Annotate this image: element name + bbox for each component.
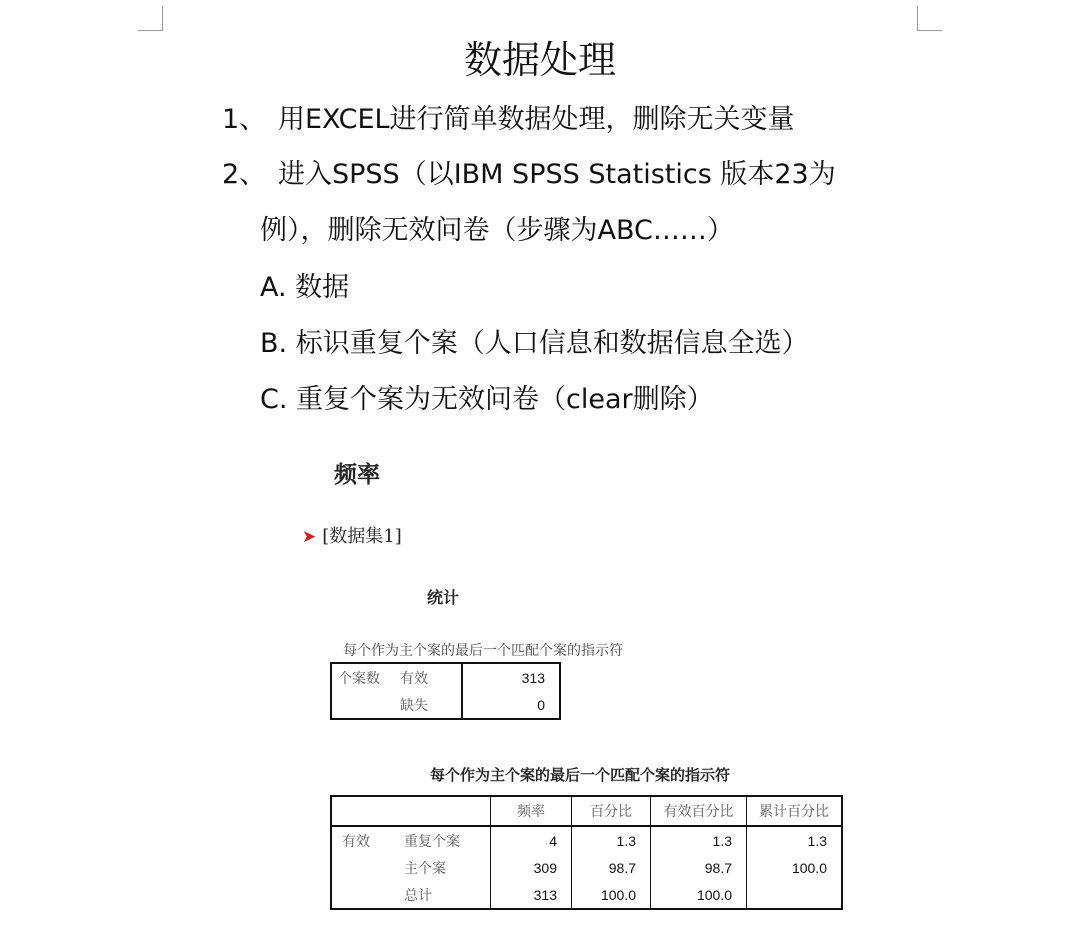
cell-valid-percent: 98.7 xyxy=(651,854,747,881)
output-heading: 频率 xyxy=(334,461,380,488)
cell-valid-percent: 1.3 xyxy=(651,826,747,854)
step-2 xyxy=(222,155,836,195)
step-1-number: 1、 xyxy=(222,104,267,135)
frequency-table xyxy=(330,795,843,910)
header-cumulative-percent: 累计百分比 xyxy=(747,796,843,826)
substep-c: C. 重复个案为无效问卷（clear删除） xyxy=(260,384,714,415)
cell-frequency: 4 xyxy=(491,826,572,854)
substep-b: B. 标识重复个案（人口信息和数据信息全选） xyxy=(260,328,809,359)
group-label-empty xyxy=(331,881,398,909)
table-row xyxy=(331,881,842,909)
cell-cumulative-percent xyxy=(747,881,843,909)
table-row xyxy=(331,826,842,854)
table-row xyxy=(331,854,842,881)
stats-table xyxy=(330,662,561,720)
stats-value: 0 xyxy=(462,691,560,719)
group-label: 有效 xyxy=(342,833,370,850)
table-row xyxy=(331,663,560,691)
row-label: 重复个案 xyxy=(404,833,460,850)
stats-table-title: 统计 xyxy=(427,588,460,607)
cell-percent: 98.7 xyxy=(572,854,651,881)
stats-row-label-empty xyxy=(331,691,394,719)
arrow-right-icon: ➤ xyxy=(302,527,317,547)
freq-table-title: 每个作为主个案的最后一个匹配个案的指示符 xyxy=(430,766,731,784)
cell-frequency: 309 xyxy=(491,854,572,881)
table-header-row xyxy=(331,796,842,826)
cell-percent: 1.3 xyxy=(572,826,651,854)
stats-value: 313 xyxy=(462,663,560,691)
step-1 xyxy=(222,100,795,140)
stats-sub-label: 有效 xyxy=(400,670,428,687)
group-label-empty xyxy=(331,854,398,881)
dataset-label: [数据集1] xyxy=(322,526,402,547)
table-row xyxy=(331,691,560,719)
page-corner-mark-top-right xyxy=(917,6,942,31)
cell-cumulative-percent: 100.0 xyxy=(747,854,843,881)
document-title: 数据处理 xyxy=(463,38,616,82)
stats-row-label: 个案数 xyxy=(338,670,380,687)
step-1-text: 用EXCEL进行简单数据处理，删除无关变量 xyxy=(278,104,795,135)
header-blank xyxy=(331,796,491,826)
row-label: 主个案 xyxy=(404,860,446,877)
step-2-continuation: 例），删除无效问卷（步骤为ABC……） xyxy=(260,215,734,246)
header-valid-percent: 有效百分比 xyxy=(651,796,747,826)
stats-sub-label: 缺失 xyxy=(400,697,428,714)
header-frequency: 频率 xyxy=(491,796,572,826)
stats-table-caption: 每个作为主个案的最后一个匹配个案的指示符 xyxy=(343,643,623,659)
page-corner-mark-top-left xyxy=(138,6,163,31)
cell-percent: 100.0 xyxy=(572,881,651,909)
row-label: 总计 xyxy=(404,887,432,904)
step-2-text: 进入SPSS（以IBM SPSS Statistics 版本23为 xyxy=(278,159,836,190)
dataset-link[interactable] xyxy=(302,522,402,548)
substep-a: A. 数据 xyxy=(260,272,350,303)
cell-frequency: 313 xyxy=(491,881,572,909)
cell-cumulative-percent: 1.3 xyxy=(747,826,843,854)
cell-valid-percent: 100.0 xyxy=(651,881,747,909)
header-percent: 百分比 xyxy=(572,796,651,826)
step-2-number: 2、 xyxy=(222,159,267,190)
